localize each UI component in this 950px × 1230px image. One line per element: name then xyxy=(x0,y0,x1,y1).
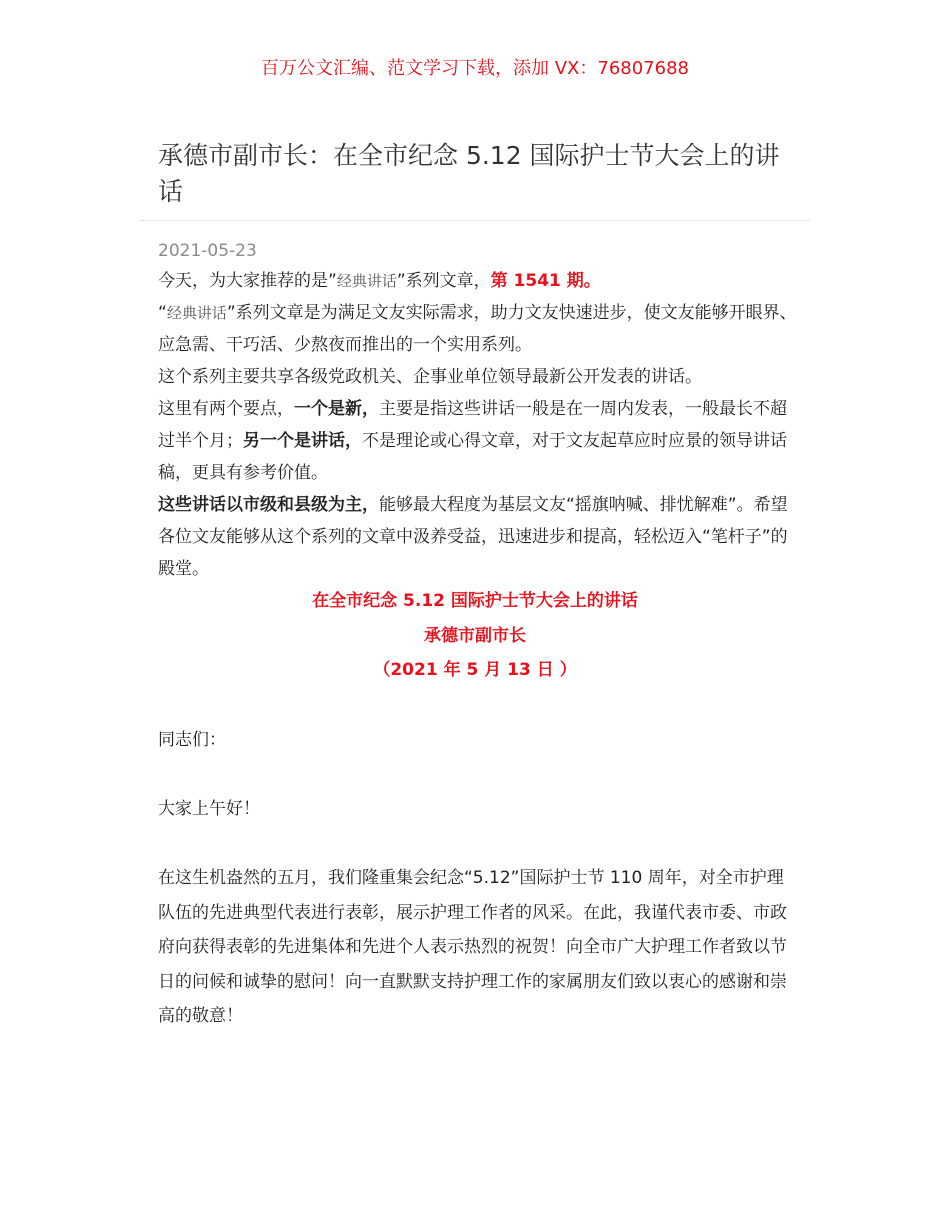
speech-paragraph-1: 在这生机盎然的五月，我们隆重集会纪念“5.12”国际护士节 110 周年，对全市护理队伍的先进典型代表进行表彰，展示护理工作者的风采。在此，我谨代表市委、市政府向获得表彰的先进集体和先进个人表示热烈的祝贺！向全市广大护理工作者致以节日的问候和诚挚的慰问！向一直默默支持护理工作的家属朋友们致以衷心的感谢和崇高的敬意！ xyxy=(158,868,787,1026)
intro-text: 主要是指这些讲话一般是在一周内发表，一般最长不超过半个月； xyxy=(158,399,787,451)
intro-text: ”系列文章是为满足文友实际需求，助力文友快速进步，使文友能够开眼界、应急需、干巧活、少熬夜而推出的一个实用系列。 xyxy=(158,303,797,355)
series-name: 经典讲话 xyxy=(336,272,397,290)
promo-banner: 百万公文汇编、范文学习下载，添加 VX：76807688 xyxy=(261,58,689,79)
publish-date: 2021-05-23 xyxy=(158,241,257,261)
intro-paragraph-1 xyxy=(158,265,798,297)
article-title: 承德市副市长：在全市纪念 5.12 国际护士节大会上的讲话 xyxy=(158,141,780,206)
series-name: 经典讲话 xyxy=(166,304,227,322)
intro-paragraph-2 xyxy=(158,297,798,361)
intro-text: 这里有两个要点， xyxy=(158,399,294,419)
intro-text: “ xyxy=(158,303,167,323)
intro-paragraph-5 xyxy=(158,489,798,585)
intro-paragraph-3: 这个系列主要共享各级党政机关、企事业单位领导最新公开发表的讲话。 xyxy=(158,367,702,387)
title-divider xyxy=(140,220,810,221)
salutation: 同志们： xyxy=(158,730,226,750)
intro-text: 能够最大程度为基层文友“摇旗呐喊、排忧解难”。希望各位文友能够从这个系列的文章中汲养受益，迅速进步和提高，轻松迈入“笔杆子”的殿堂。 xyxy=(158,495,788,579)
key-point-2: 另一个是讲话， xyxy=(243,431,362,451)
speech-date: （2021 年 5 月 13 日 ） xyxy=(373,660,577,680)
intro-paragraph-4 xyxy=(158,393,798,489)
series-intro xyxy=(158,265,798,585)
speech-title: 在全市纪念 5.12 国际护士节大会上的讲话 xyxy=(312,591,638,611)
intro-text: 今天，为大家推荐的是” xyxy=(158,271,337,291)
intro-text: 不是理论或心得文章，对于文友起草应时应景的领导讲话稿，更具有参考价值。 xyxy=(158,431,787,483)
intro-text: ”系列文章， xyxy=(396,271,491,291)
greeting: 大家上午好！ xyxy=(158,799,260,819)
key-point-1: 一个是新， xyxy=(294,399,379,419)
key-point-focus: 这些讲话以市级和县级为主， xyxy=(158,495,379,515)
issue-number: 第 1541 期。 xyxy=(490,271,601,291)
speech-speaker: 承德市副市长 xyxy=(424,626,526,646)
